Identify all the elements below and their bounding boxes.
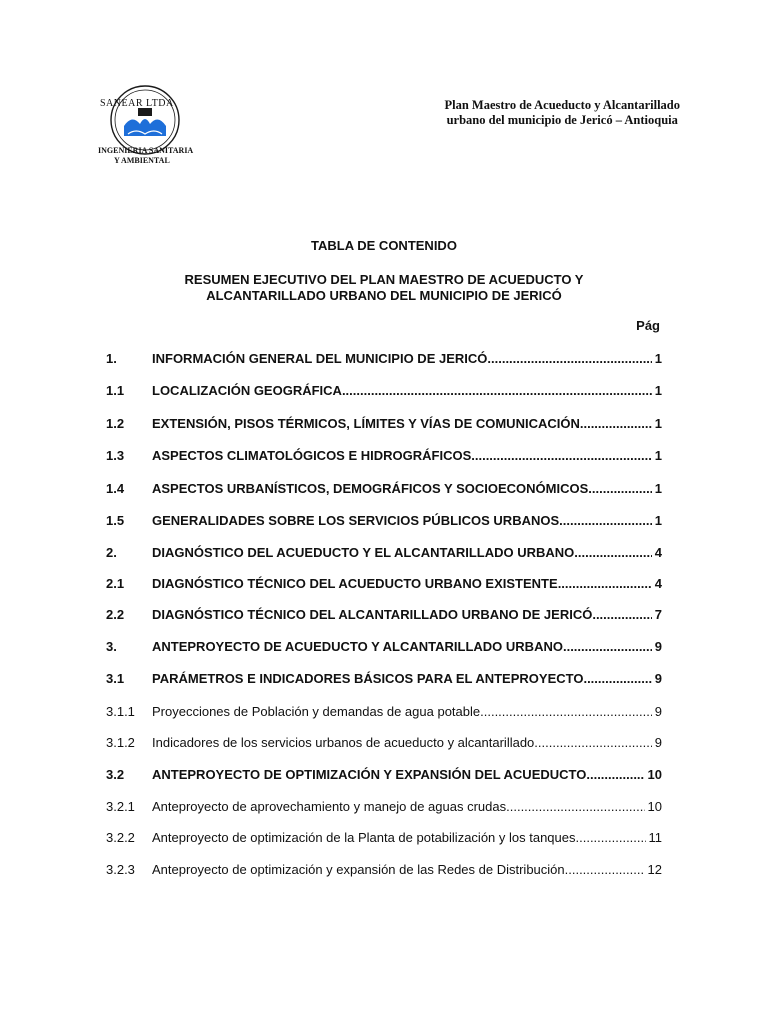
toc-entry[interactable] (106, 797, 662, 817)
toc-entry[interactable] (106, 765, 662, 785)
toc-entry-title: GENERALIDADES SOBRE LOS SERVICIOS PÚBLICOS URBANOS (152, 513, 560, 528)
toc-entry[interactable] (106, 702, 662, 722)
toc-entry-page: 1 (654, 351, 662, 366)
toc-entry[interactable] (106, 860, 662, 880)
toc-dot-leader (580, 414, 652, 434)
toc-entry-title: ANTEPROYECTO DE ACUEDUCTO Y ALCANTARILLADO URBANO (152, 639, 563, 654)
toc-entry[interactable] (106, 446, 662, 466)
toc-entry-page: 7 (654, 607, 662, 622)
toc-entry-title: ANTEPROYECTO DE OPTIMIZACIÓN Y EXPANSIÓN DEL ACUEDUCTO (152, 767, 587, 782)
toc-dot-leader (586, 765, 644, 785)
doc-title: TABLA DE CONTENIDO (311, 238, 457, 253)
toc-entry[interactable] (106, 349, 662, 369)
toc-entry-number: 3.2.3 (106, 862, 135, 877)
toc-entry[interactable] (106, 414, 662, 434)
toc-entry-page: 10 (647, 799, 662, 814)
toc-entry-page: 11 (648, 830, 662, 845)
toc-dot-leader (563, 637, 652, 657)
toc-entry-page: 1 (654, 416, 662, 431)
toc-entry-number: 3.1.1 (106, 704, 135, 719)
header-line2: urbano del municipio de Jericó – Antioquia (446, 113, 678, 127)
doc-subtitle-line1: RESUMEN EJECUTIVO DEL PLAN MAESTRO DE ACUEDUCTO Y (184, 272, 584, 287)
toc-dot-leader (534, 733, 651, 753)
page-column-label: Pág (636, 318, 660, 333)
toc-entry-page: 1 (654, 481, 662, 496)
toc-entry-number: 3. (106, 639, 117, 654)
toc-entry-title: ASPECTOS CLIMATOLÓGICOS E HIDROGRÁFICOS (152, 448, 472, 463)
toc-entry-title: Anteproyecto de optimización de la Planta de potabilización y los tanques (152, 830, 576, 845)
toc-dot-leader (565, 860, 645, 880)
toc-dot-leader (576, 828, 646, 848)
toc-entry-title: EXTENSIÓN, PISOS TÉRMICOS, LÍMITES Y VÍAS DE COMUNICACIÓN (152, 416, 580, 431)
toc-entry[interactable] (106, 381, 662, 401)
toc-entry-page: 1 (654, 383, 662, 398)
toc-entry[interactable] (106, 733, 662, 753)
toc-entry[interactable] (106, 479, 662, 499)
toc-entry[interactable] (106, 605, 662, 625)
toc-entry[interactable] (106, 574, 662, 594)
toc-entry-title: DIAGNÓSTICO TÉCNICO DEL ALCANTARILLADO URBANO DE JERICÓ (152, 607, 593, 622)
toc-entry-page: 1 (654, 448, 662, 463)
toc-entry[interactable] (106, 828, 662, 848)
toc-entry-title: ASPECTOS URBANÍSTICOS, DEMOGRÁFICOS Y SOCIOECONÓMICOS (152, 481, 589, 496)
toc-entry-number: 1.3 (106, 448, 125, 463)
toc-entry-title: LOCALIZACIÓN GEOGRÁFICA (152, 383, 342, 398)
toc-dot-leader (574, 543, 651, 563)
page-header (444, 98, 680, 128)
toc-entry-title: DIAGNÓSTICO DEL ACUEDUCTO Y EL ALCANTARILLADO URBANO (152, 545, 575, 560)
toc-dot-leader (592, 605, 651, 625)
toc-entry-number: 1. (106, 351, 117, 366)
toc-entry-number: 3.2.2 (106, 830, 135, 845)
toc-entry-number: 2.1 (106, 576, 125, 591)
toc-entry[interactable] (106, 543, 662, 563)
toc-dot-leader (583, 669, 651, 689)
toc-entry-page: 9 (654, 704, 662, 719)
toc-entry-number: 1.4 (106, 481, 125, 496)
toc-entry[interactable] (106, 511, 662, 531)
toc-entry-page: 9 (654, 639, 662, 654)
toc-entry-title: DIAGNÓSTICO TÉCNICO DEL ACUEDUCTO URBANO EXISTENTE (152, 576, 558, 591)
toc-entry-number: 3.1 (106, 671, 125, 686)
toc-entry-page: 10 (647, 767, 662, 782)
toc-entry-title: PARÁMETROS E INDICADORES BÁSICOS PARA EL ANTEPROYECTO (152, 671, 584, 686)
toc-entry-title: Anteproyecto de aprovechamiento y manejo de aguas crudas (152, 799, 507, 814)
logo-subtitle-line2: Y AMBIENTAL (114, 156, 170, 165)
toc-entry-number: 1.1 (106, 383, 125, 398)
toc-entry-number: 2. (106, 545, 117, 560)
toc-dot-leader (506, 797, 644, 817)
toc-entry-number: 2.2 (106, 607, 125, 622)
toc-dot-leader (342, 381, 652, 401)
toc-entry-title: Proyecciones de Población y demandas de agua potable (152, 704, 481, 719)
toc-dot-leader (480, 702, 652, 722)
header-line1: Plan Maestro de Acueducto y Alcantarillado (444, 98, 680, 112)
company-logo (88, 70, 228, 180)
toc-dot-leader (487, 349, 651, 369)
toc-entry-number: 3.2 (106, 767, 125, 782)
toc-entry-number: 1.2 (106, 416, 125, 431)
toc-dot-leader (558, 574, 652, 594)
logo-company-name: SANEAR LTDA (100, 98, 174, 109)
toc-dot-leader (471, 446, 652, 466)
toc-entry-number: 3.1.2 (106, 735, 135, 750)
toc-entry-page: 12 (647, 862, 662, 877)
toc-entry[interactable] (106, 637, 662, 657)
logo-subtitle-line1: INGENIERIA SANITARIA (98, 146, 194, 155)
toc-entry-title: INFORMACIÓN GENERAL DEL MUNICIPIO DE JERICÓ (152, 351, 488, 366)
doc-subtitle-line2: ALCANTARILLADO URBANO DEL MUNICIPIO DE JERICÓ (206, 288, 562, 303)
toc-entry-number: 3.2.1 (106, 799, 135, 814)
toc-entry-title: Anteproyecto de optimización y expansión de las Redes de Distribución (152, 862, 565, 877)
toc-entry-page: 9 (654, 671, 662, 686)
toc-dot-leader (588, 479, 651, 499)
toc-entry-page: 1 (654, 513, 662, 528)
toc-entry-number: 1.5 (106, 513, 125, 528)
toc-entry-page: 4 (654, 576, 662, 591)
toc-dot-leader (559, 511, 652, 531)
toc-entry-title: Indicadores de los servicios urbanos de acueducto y alcantarillado (152, 735, 535, 750)
toc-entry[interactable] (106, 669, 662, 689)
toc-entry-page: 4 (654, 545, 662, 560)
toc-entry-page: 9 (654, 735, 662, 750)
